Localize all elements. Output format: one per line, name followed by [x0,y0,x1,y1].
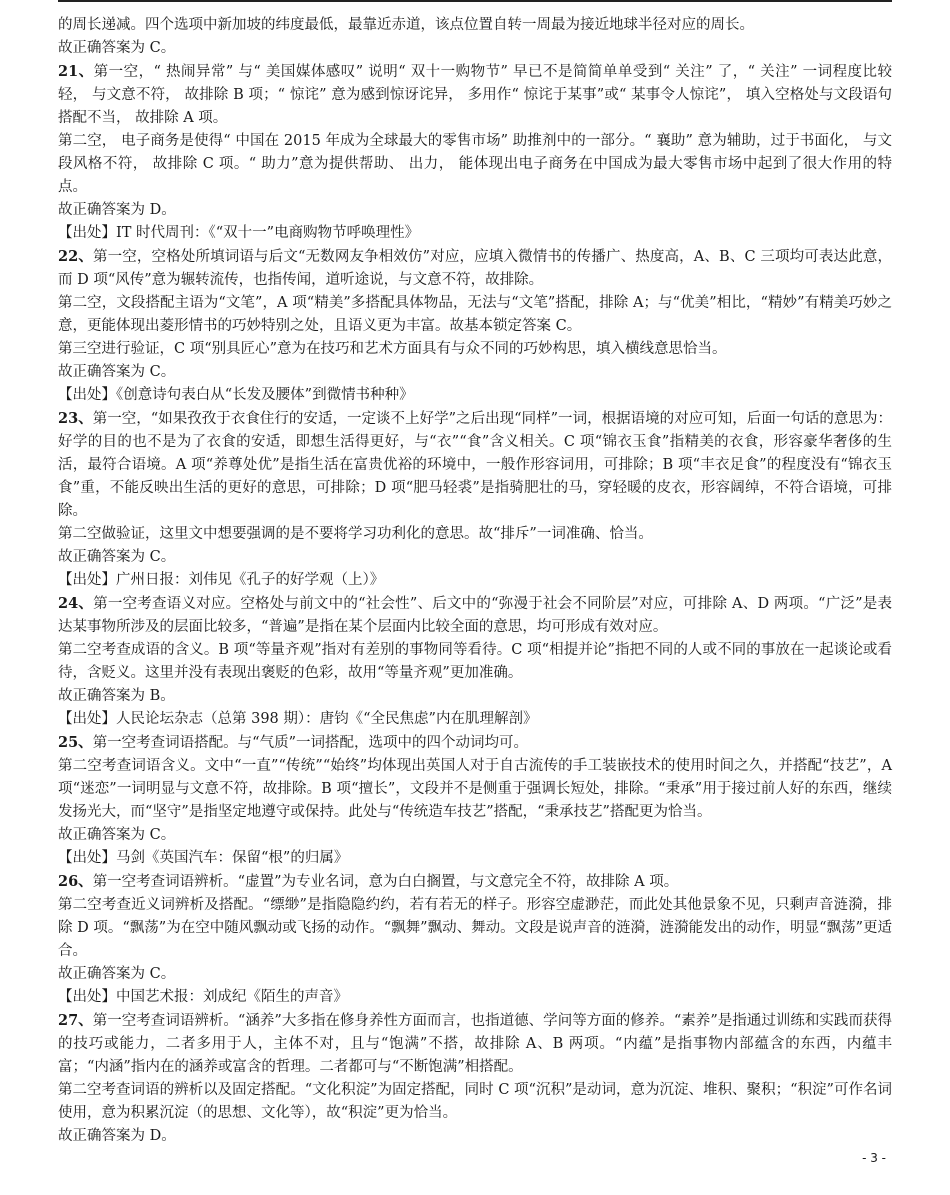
paragraph-text: 【出处】广州日报：刘伟见《孔子的好学观（上）》 [58,572,385,588]
paragraph-text: 第二空考查词语的辨析以及固定搭配。“文化积淀”为固定搭配，同时 C 项“沉积”是动词，意为沉淀、堆积、聚积；“积淀”可作名词使用，意为积累沉淀（的思想、文化等），故“积淀”更为恰当。 [58,1082,892,1121]
question-number: 24、 [58,595,94,612]
paragraph-text: 第二空考查词语含义。文中“一直”“传统”“始终”均体现出英国人对于自古流传的手工装嵌技术的使用时间之久，并搭配“技艺”，A 项“迷恋”一词明显与文意不符，故排除。B 项“擅长”，文段并不是侧重于强调长短处，排除。“秉承”用于接过前人好的东西，继续发扬光大，而“坚守”是指坚定地遵守或保持。此处与“传统造车技艺”搭配，“秉承技艺”搭配更为恰当。 [58,758,892,820]
paragraph-text: 故正确答案为 C。 [58,549,176,565]
paragraph-text: 【出处】马剑《英国汽车：保留“根”的归属》 [58,850,349,866]
answer-paragraph [58,361,892,384]
question-number: 26、 [58,873,93,890]
paragraph-text: 第一空，“如果孜孜于衣食住行的安适，一定谈不上好学”之后出现“同样”一词，根据语境的对应可知，后面一句话的意思为：好学的目的也不是为了衣食的安适，即想生活得更好，与“衣”“食”含义相关。C 项“锦衣玉食”指精美的衣食，形容豪华奢侈的生活，最符合语境。A 项“养尊处优”是指生活在富贵优裕的环境中，一般作形容词用，可排除；B 项“丰衣足食”的程度没有“锦衣玉食”重，不能反映出生活的更好的意思，可排除；D 项“肥马轻裘”是指骑肥壮的马，穿轻暖的皮衣，形容阔绰，不符合语境，可排除。 [58,411,892,519]
question-paragraph [58,592,892,639]
paragraph-text: 【出处】IT 时代周刊：《“双十一”电商购物节呼唤理性》 [58,225,420,241]
answer-paragraph [58,222,892,245]
paragraph-text: 故正确答案为 D。 [58,202,176,218]
answer-paragraph [58,37,892,60]
answer-paragraph [58,1079,892,1125]
question-paragraph [58,407,892,523]
answer-paragraph [58,639,892,685]
paragraph-text: 【出处】中国艺术报：刘成纪《陌生的声音》 [58,989,348,1005]
answer-paragraph [58,986,892,1009]
paragraph-text: 第一空，“ 热闹异常” 与“ 美国媒体感叹” 说明“ 双十一购物节” 早已不是简简单单受到“ 关注” 了，“ 关注” 一词程度比较轻， 与文意不符， 故排除 B 项；“ 惊诧” 意为感到惊讶诧异， 多用作“ 惊诧于某事”或“ 某事令人惊诧”， 填入空格处与文段语句搭配不当， 故排除 A 项。 [58,64,893,126]
paragraph-text: 的周长递减。四个选项中新加坡的纬度最低，最靠近赤道，该点位置自转一周最为接近地球半径对应的周长。 [58,17,754,33]
answer-paragraph [58,894,892,963]
document-body [58,14,892,1148]
paragraph-text: 第一空，空格处所填词语与后文“无数网友争相效仿”对应，应填入微情书的传播广、热度高，A、B、C 三项均可表达此意，而 D 项“风传”意为辗转流传，也指传闻，道听途说，与文意不符，故排除。 [58,249,892,288]
header-rule [58,0,892,2]
answer-paragraph [58,14,892,37]
paragraph-text: 第二空，文段搭配主语为“文笔”，A 项“精美”多搭配具体物品，无法与“文笔”搭配，排除 A；与“优美”相比，“精妙”有精美巧妙之意，更能体现出菱形情书的巧妙特别之处，且语义更为丰富。故基本锁定答案 C。 [58,295,892,334]
paragraph-text: 故正确答案为 B。 [58,688,175,704]
paragraph-text: 第一空考查词语辨析。“虚置”为专业名词，意为白白搁置，与文意完全不符，故排除 A 项。 [92,874,679,890]
answer-paragraph [58,199,892,222]
paragraph-text: 第一空考查词语搭配。与“气质”一词搭配，选项中的四个动词均可。 [92,735,529,751]
answer-paragraph [58,685,892,708]
question-number: 23、 [58,410,93,427]
answer-paragraph [58,338,892,361]
paragraph-text: 故正确答案为 C。 [58,966,176,982]
question-number: 22、 [58,248,93,265]
paragraph-text: 第二空考查成语的含义。B 项“等量齐观”指对有差别的事物同等看待。C 项“相提并论”指把不同的人或不同的事放在一起谈论或看待，含贬义。这里并没有表现出褒贬的色彩，故用“等量齐观”更加准确。 [58,642,892,681]
answer-paragraph [58,755,892,824]
question-paragraph [58,731,892,755]
answer-paragraph [58,130,892,199]
paragraph-text: 第一空考查词语辨析。“涵养”大多指在修身养性方面而言，也指道德、学问等方面的修养。“素养”是指通过训练和实践而获得的技巧或能力，二者多用于人，主体不对，且与“饱满”不搭，故排除 A、B 两项。“内蕴”是指事物内部蕴含的东西，内蕴丰富；“内涵”指内在的涵养或富含的哲理。二者都可与“不断饱满”相搭配。 [58,1013,892,1075]
question-paragraph [58,245,892,292]
question-number: 25、 [58,734,93,751]
paragraph-text: 【出处】人民论坛杂志（总第 398 期）：唐钧《“全民焦虑”内在肌理解剖》 [58,711,538,727]
paragraph-text: 第一空考查语义对应。空格处与前文中的“社会性”、后文中的“弥漫于社会不同阶层”对应，可排除 A、D 两项。“广泛”是表达某事物所涉及的层面比较多，“普遍”是指在某个层面内比较全面的意思，均可形成有效对应。 [58,596,892,635]
answer-paragraph [58,963,892,986]
answer-paragraph [58,847,892,870]
answer-paragraph [58,546,892,569]
answer-paragraph [58,569,892,592]
answer-paragraph [58,292,892,338]
answer-paragraph [58,1125,892,1148]
question-number: 21、 [58,63,94,80]
paragraph-text: 第三空进行验证，C 项“别具匠心”意为在技巧和艺术方面具有与众不同的巧妙构思，填入横线意思恰当。 [58,341,727,357]
paragraph-text: 【出处】《创意诗句表白从“长发及腰体”到微情书种种》 [58,387,414,403]
paragraph-text: 第二空做验证，这里文中想要强调的是不要将学习功利化的意思。故“排斥”一词准确、恰当。 [58,526,653,542]
answer-paragraph [58,824,892,847]
answer-paragraph [58,384,892,407]
paragraph-text: 第二空考查近义词辨析及搭配。“缥缈”是指隐隐约约，若有若无的样子。形容空虚渺茫，而此处其他景象不见，只剩声音涟漪，排除 D 项。“飘荡”为在空中随风飘动或飞扬的动作。“飘舞”飘动、舞动。文段是说声音的涟漪，涟漪能发出的动作，明显“飘荡”更适合。 [58,897,892,959]
paragraph-text: 故正确答案为 C。 [58,364,176,380]
answer-paragraph [58,523,892,546]
question-paragraph [58,60,892,130]
question-paragraph [58,870,892,894]
question-paragraph [58,1009,892,1079]
paragraph-text: 故正确答案为 D。 [58,1128,176,1144]
paragraph-text: 故正确答案为 C。 [58,827,176,843]
paragraph-text: 故正确答案为 C。 [58,40,176,56]
paragraph-text: 第二空， 电子商务是使得“ 中国在 2015 年成为全球最大的零售市场” 助推剂中的一部分。“ 襄助” 意为辅助，过于书面化， 与文段风格不符， 故排除 C 项。“ 助力”意为提供帮助、 出力， 能体现出电子商务在中国成为最大零售市场中起到了很大作用的特点。 [58,133,892,195]
question-number: 27、 [58,1012,93,1029]
answer-paragraph [58,708,892,731]
page-number: - 3 - [862,1151,886,1165]
